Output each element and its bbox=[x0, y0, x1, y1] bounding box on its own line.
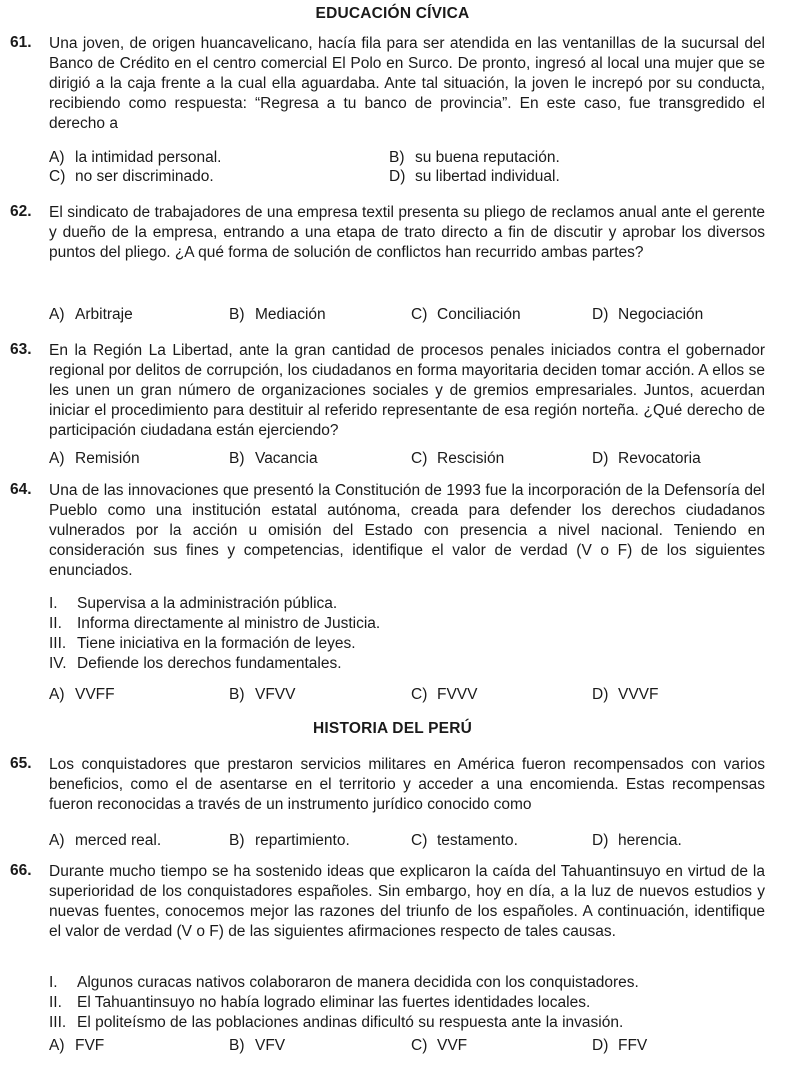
question-number: 62. bbox=[10, 203, 32, 220]
option-letter: A) bbox=[49, 686, 65, 703]
statement-text: Tiene iniciativa en la formación de leyes. bbox=[77, 635, 356, 652]
option-letter: D) bbox=[592, 832, 609, 849]
option-letter: B) bbox=[229, 832, 245, 849]
option-a bbox=[49, 305, 133, 325]
option-letter: A) bbox=[49, 149, 65, 166]
option-text: Arbitraje bbox=[75, 306, 133, 323]
section-title-historia: HISTORIA DEL PERÚ bbox=[313, 720, 472, 737]
question-text: Una de las innovaciones que presentó la Constitución de 1993 fue la incorporación de la Defensoría del Pueblo como una institución estatal autónoma, creada para defender los derechos ciudadanos vulnerados por la acción u omisión del Estado con presencia a nivel nacional. Teniendo en consideración sus fines y competencias, identifique el valor de verdad (V o F) de los siguientes enunciados. bbox=[49, 482, 765, 579]
option-text: herencia. bbox=[618, 832, 682, 849]
option-c bbox=[411, 449, 504, 469]
statement-label: III. bbox=[49, 1014, 67, 1031]
statement-label: III. bbox=[49, 635, 67, 652]
statement-item bbox=[49, 654, 342, 674]
statement-item bbox=[49, 993, 590, 1013]
option-b bbox=[229, 1036, 285, 1056]
statement-label: II. bbox=[49, 994, 62, 1011]
question-text: Una joven, de origen huancavelicano, hacía fila para ser atendida en las ventanillas de la sucursal del Banco de Crédito en el centro comercial El Polo en Surco. De pronto, ingresó al local una mujer que se dirigió a la caja frente a la cual ella aguardaba. Ante tal situación, la joven le increpó por su conducta, recibiendo como respuesta: “Regresa a tu banco de provincia”. En este caso, fue transgredido el derecho a bbox=[49, 35, 765, 132]
option-a bbox=[49, 831, 161, 851]
statement-text: Supervisa a la administración pública. bbox=[77, 595, 338, 612]
option-letter: C) bbox=[411, 832, 428, 849]
option-a bbox=[49, 1036, 104, 1056]
section-title-civica: EDUCACIÓN CÍVICA bbox=[315, 5, 470, 22]
statement-label: IV. bbox=[49, 655, 67, 672]
option-b bbox=[229, 305, 326, 325]
option-text: repartimiento. bbox=[255, 832, 350, 849]
option-letter: D) bbox=[389, 168, 406, 185]
statement-item bbox=[49, 973, 639, 993]
question-text: Durante mucho tiempo se ha sostenido ideas que explicaron la caída del Tahuantinsuyo en virtud de la superioridad de los conquistadores españoles. Sin embargo, hoy en día, a la luz de nuevos estudios y nuevas fuentes, conocemos mejor las razones del triunfo de los españoles. A continuación, identifique el valor de verdad (V o F) de las siguientes afirmaciones respecto de tales causas. bbox=[49, 863, 765, 940]
question-text: Los conquistadores que prestaron servicios militares en América fueron recompensados con varios beneficios, como el de asentarse en el territorio y acceder a una encomienda. Estas recompensas fueron reconocidas a través de un instrumento jurídico conocido como bbox=[49, 756, 765, 813]
statement-item bbox=[49, 1013, 623, 1033]
option-text: VVF bbox=[437, 1037, 468, 1054]
question-number: 64. bbox=[10, 481, 32, 498]
option-d bbox=[592, 831, 682, 851]
option-letter: D) bbox=[592, 450, 609, 467]
statement-item bbox=[49, 634, 356, 654]
option-text: su libertad individual. bbox=[415, 168, 560, 185]
statement-label: I. bbox=[49, 595, 58, 612]
option-text: Vacancia bbox=[255, 450, 318, 467]
option-text: merced real. bbox=[75, 832, 162, 849]
option-d bbox=[592, 685, 658, 705]
option-text: Conciliación bbox=[437, 306, 521, 323]
option-c bbox=[411, 685, 477, 705]
option-text: Mediación bbox=[255, 306, 326, 323]
question-number: 65. bbox=[10, 755, 32, 772]
option-letter: B) bbox=[229, 450, 245, 467]
option-a bbox=[49, 148, 221, 168]
option-text: Remisión bbox=[75, 450, 140, 467]
option-text: Rescisión bbox=[437, 450, 505, 467]
option-text: testamento. bbox=[437, 832, 518, 849]
statement-item bbox=[49, 594, 337, 614]
option-letter: D) bbox=[592, 1037, 609, 1054]
option-letter: D) bbox=[592, 686, 609, 703]
option-letter: A) bbox=[49, 1037, 65, 1054]
question-number: 66. bbox=[10, 862, 32, 879]
option-c bbox=[411, 831, 518, 851]
option-d bbox=[592, 449, 701, 469]
option-text: FFV bbox=[618, 1037, 648, 1054]
option-b bbox=[229, 449, 318, 469]
option-letter: C) bbox=[411, 306, 428, 323]
option-letter: A) bbox=[49, 306, 65, 323]
option-text: no ser discriminado. bbox=[75, 168, 214, 185]
question-number: 61. bbox=[10, 34, 32, 51]
option-text: VFV bbox=[255, 1037, 286, 1054]
question-text: El sindicato de trabajadores de una empresa textil presenta su pliego de reclamos anual ante el gerente y dueño de la empresa, entrando a una etapa de trato directo a fin de discutir y aprobar los diversos puntos del pliego. ¿A qué forma de solución de conflictos han recurrido ambas partes? bbox=[49, 204, 765, 261]
question-text: En la Región La Libertad, ante la gran cantidad de procesos penales iniciados contra el gobernador regional por delitos de corrupción, los ciudadanos en forma mayoritaria deciden tomar acción. A ellos se les unen un gran número de organizaciones sociales y de gremios empresariales. Juntos, acuerdan iniciar el procedimiento para destituir al referido representante de esa región norteña. ¿Qué derecho de participación ciudadana están ejerciendo? bbox=[49, 342, 765, 439]
question-number: 63. bbox=[10, 341, 32, 358]
statement-label: II. bbox=[49, 615, 62, 632]
option-text: Negociación bbox=[618, 306, 704, 323]
statement-text: El politeísmo de las poblaciones andinas dificultó su respuesta ante la invasión. bbox=[77, 1014, 624, 1031]
option-d bbox=[389, 167, 560, 187]
option-letter: B) bbox=[229, 686, 245, 703]
option-text: VVVF bbox=[618, 686, 659, 703]
option-letter: A) bbox=[49, 832, 65, 849]
option-text: FVF bbox=[75, 1037, 105, 1054]
option-a bbox=[49, 449, 140, 469]
option-text: Revocatoria bbox=[618, 450, 701, 467]
option-b bbox=[389, 148, 560, 168]
option-letter: B) bbox=[229, 306, 245, 323]
option-c bbox=[411, 1036, 467, 1056]
option-text: VFVV bbox=[255, 686, 296, 703]
option-b bbox=[229, 831, 350, 851]
statement-text: El Tahuantinsuyo no había logrado eliminar las fuertes identidades locales. bbox=[77, 994, 591, 1011]
option-text: VVFF bbox=[75, 686, 115, 703]
statement-text: Algunos curacas nativos colaboraron de manera decidida con los conquistadores. bbox=[77, 974, 639, 991]
option-d bbox=[592, 305, 703, 325]
option-letter: D) bbox=[592, 306, 609, 323]
statement-label: I. bbox=[49, 974, 58, 991]
option-letter: A) bbox=[49, 450, 65, 467]
option-d bbox=[592, 1036, 647, 1056]
statement-text: Informa directamente al ministro de Justicia. bbox=[77, 615, 381, 632]
statement-item bbox=[49, 614, 380, 634]
option-c bbox=[411, 305, 521, 325]
option-letter: C) bbox=[411, 1037, 428, 1054]
option-text: su buena reputación. bbox=[415, 149, 560, 166]
option-c bbox=[49, 167, 214, 187]
option-letter: C) bbox=[49, 168, 66, 185]
option-letter: C) bbox=[411, 450, 428, 467]
option-letter: B) bbox=[229, 1037, 245, 1054]
option-a bbox=[49, 685, 115, 705]
option-text: FVVV bbox=[437, 686, 478, 703]
option-letter: C) bbox=[411, 686, 428, 703]
option-text: la intimidad personal. bbox=[75, 149, 222, 166]
option-letter: B) bbox=[389, 149, 405, 166]
statement-text: Defiende los derechos fundamentales. bbox=[77, 655, 342, 672]
option-b bbox=[229, 685, 295, 705]
